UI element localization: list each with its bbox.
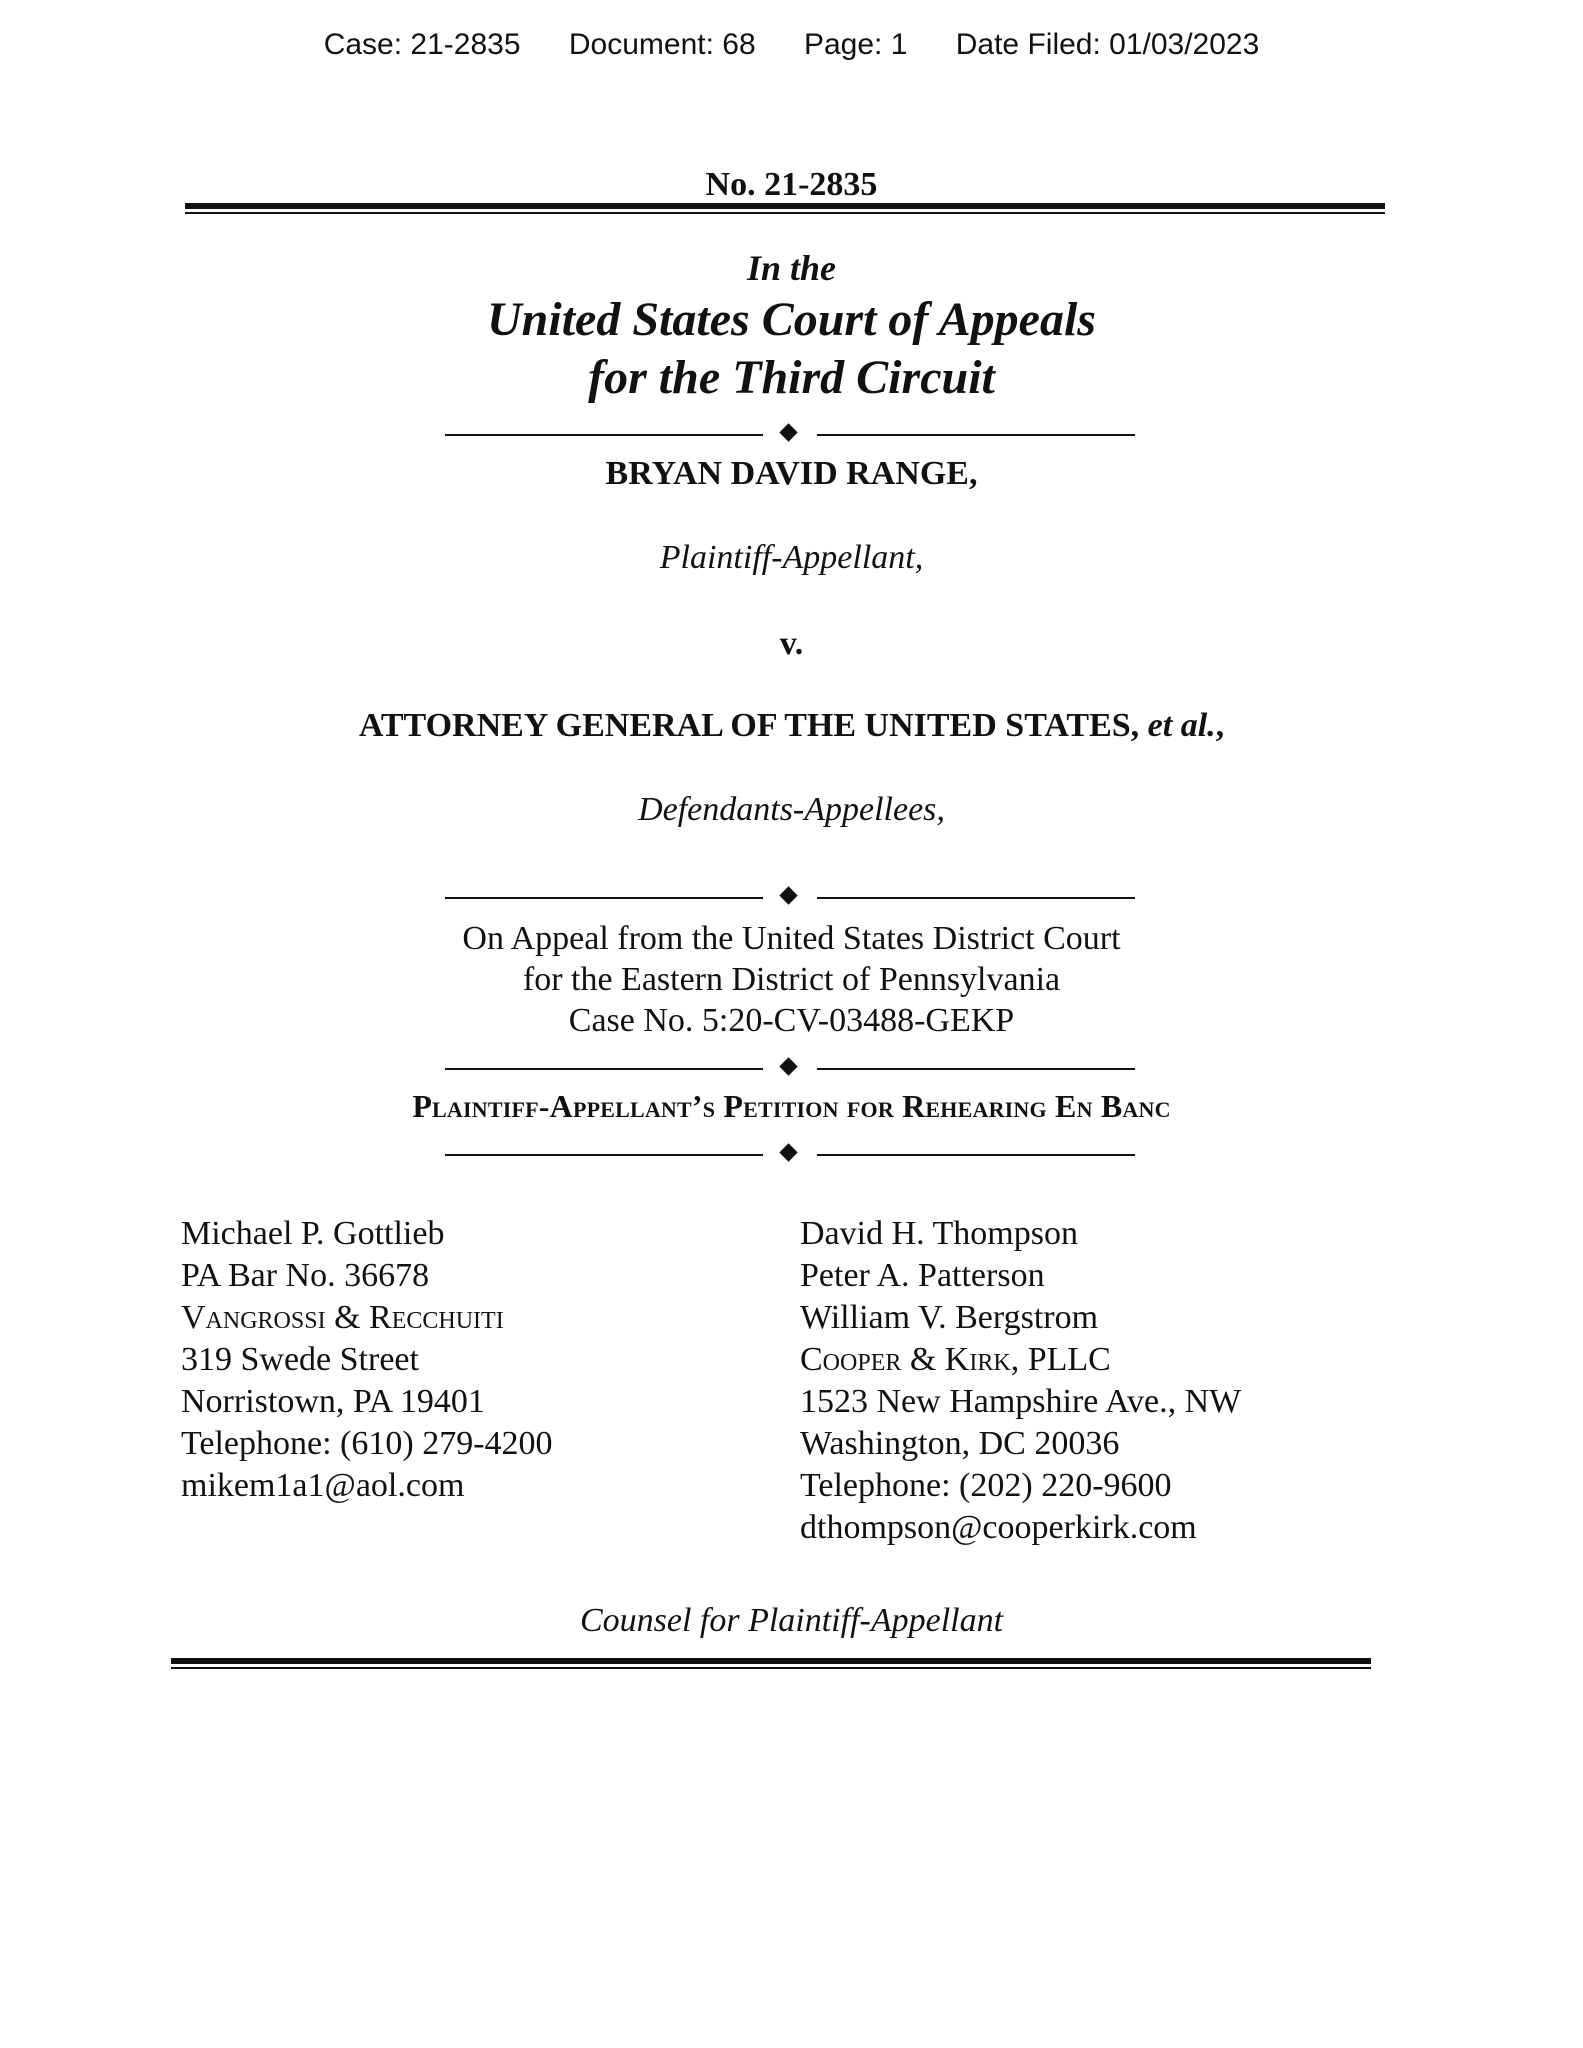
appellee-comma: , xyxy=(1215,707,1225,744)
counsel-name: David H. Thompson xyxy=(800,1215,1078,1252)
versus: v. xyxy=(779,625,804,662)
counsel-city: Washington, DC 20036 xyxy=(800,1425,1120,1462)
filing-header xyxy=(0,28,1583,62)
counsel-block-left xyxy=(181,1213,553,1507)
diamond-divider-4 xyxy=(445,1144,1135,1166)
counsel-name: Peter A. Patterson xyxy=(800,1257,1045,1294)
counsel-street: 319 Swede Street xyxy=(181,1341,419,1378)
court-name-line-2: for the Third Circuit xyxy=(588,351,995,404)
filing-document: Document: 68 xyxy=(568,28,756,61)
appeal-line-1: On Appeal from the United States District Court xyxy=(462,920,1121,957)
appeal-line-2: for the Eastern District of Pennsylvania xyxy=(522,961,1061,998)
counsel-firm: Cooper & Kirk, PLLC xyxy=(800,1341,1111,1378)
appeal-case-number: Case No. 5:20-CV-03488-GEKP xyxy=(568,1002,1015,1039)
bottom-double-rule xyxy=(171,1658,1371,1670)
appellee-line xyxy=(0,707,1583,745)
diamond-icon xyxy=(779,1057,797,1075)
diamond-divider-1 xyxy=(445,424,1135,446)
case-number: No. 21-2835 xyxy=(705,166,878,203)
counsel-email: mikem1a1@aol.com xyxy=(181,1467,465,1504)
appeal-origin xyxy=(0,918,1583,1041)
diamond-icon xyxy=(779,1143,797,1161)
petition-title: Plaintiff-Appellant’s Petition for Rehearing En Banc xyxy=(412,1088,1171,1124)
counsel-phone: Telephone: (610) 279-4200 xyxy=(181,1425,553,1462)
counsel-city: Norristown, PA 19401 xyxy=(181,1383,485,1420)
diamond-icon xyxy=(779,886,797,904)
court-caption xyxy=(0,245,1583,407)
appellant-role: Plaintiff-Appellant, xyxy=(659,539,924,576)
appellee-role: Defendants-Appellees, xyxy=(638,791,945,828)
court-name-line-1: United States Court of Appeals xyxy=(487,293,1096,346)
filing-page: Page: 1 xyxy=(803,28,908,61)
counsel-for: Counsel for Plaintiff-Appellant xyxy=(579,1602,1004,1639)
diamond-divider-2 xyxy=(445,887,1135,909)
counsel-block-right xyxy=(800,1213,1241,1549)
court-intro: In the xyxy=(746,248,837,288)
top-double-rule xyxy=(185,203,1385,215)
filing-date: Date Filed: 01/03/2023 xyxy=(955,28,1260,61)
counsel-email: dthompson@cooperkirk.com xyxy=(800,1509,1197,1546)
filing-case: Case: 21-2835 xyxy=(323,28,521,61)
counsel-street: 1523 New Hampshire Ave., NW xyxy=(800,1383,1242,1420)
appellee-name: ATTORNEY GENERAL OF THE UNITED STATES, xyxy=(358,707,1140,744)
counsel-phone: Telephone: (202) 220-9600 xyxy=(800,1467,1172,1504)
diamond-divider-3 xyxy=(445,1058,1135,1080)
counsel-firm: Vangrossi & Recchuiti xyxy=(181,1299,504,1336)
diamond-icon xyxy=(779,423,797,441)
appellant-name: BRYAN DAVID RANGE, xyxy=(605,455,978,492)
counsel-name: William V. Bergstrom xyxy=(800,1299,1099,1336)
counsel-name: Michael P. Gottlieb xyxy=(181,1215,445,1252)
appellee-et-al: et al. xyxy=(1147,707,1216,744)
counsel-bar-number: PA Bar No. 36678 xyxy=(181,1257,430,1294)
